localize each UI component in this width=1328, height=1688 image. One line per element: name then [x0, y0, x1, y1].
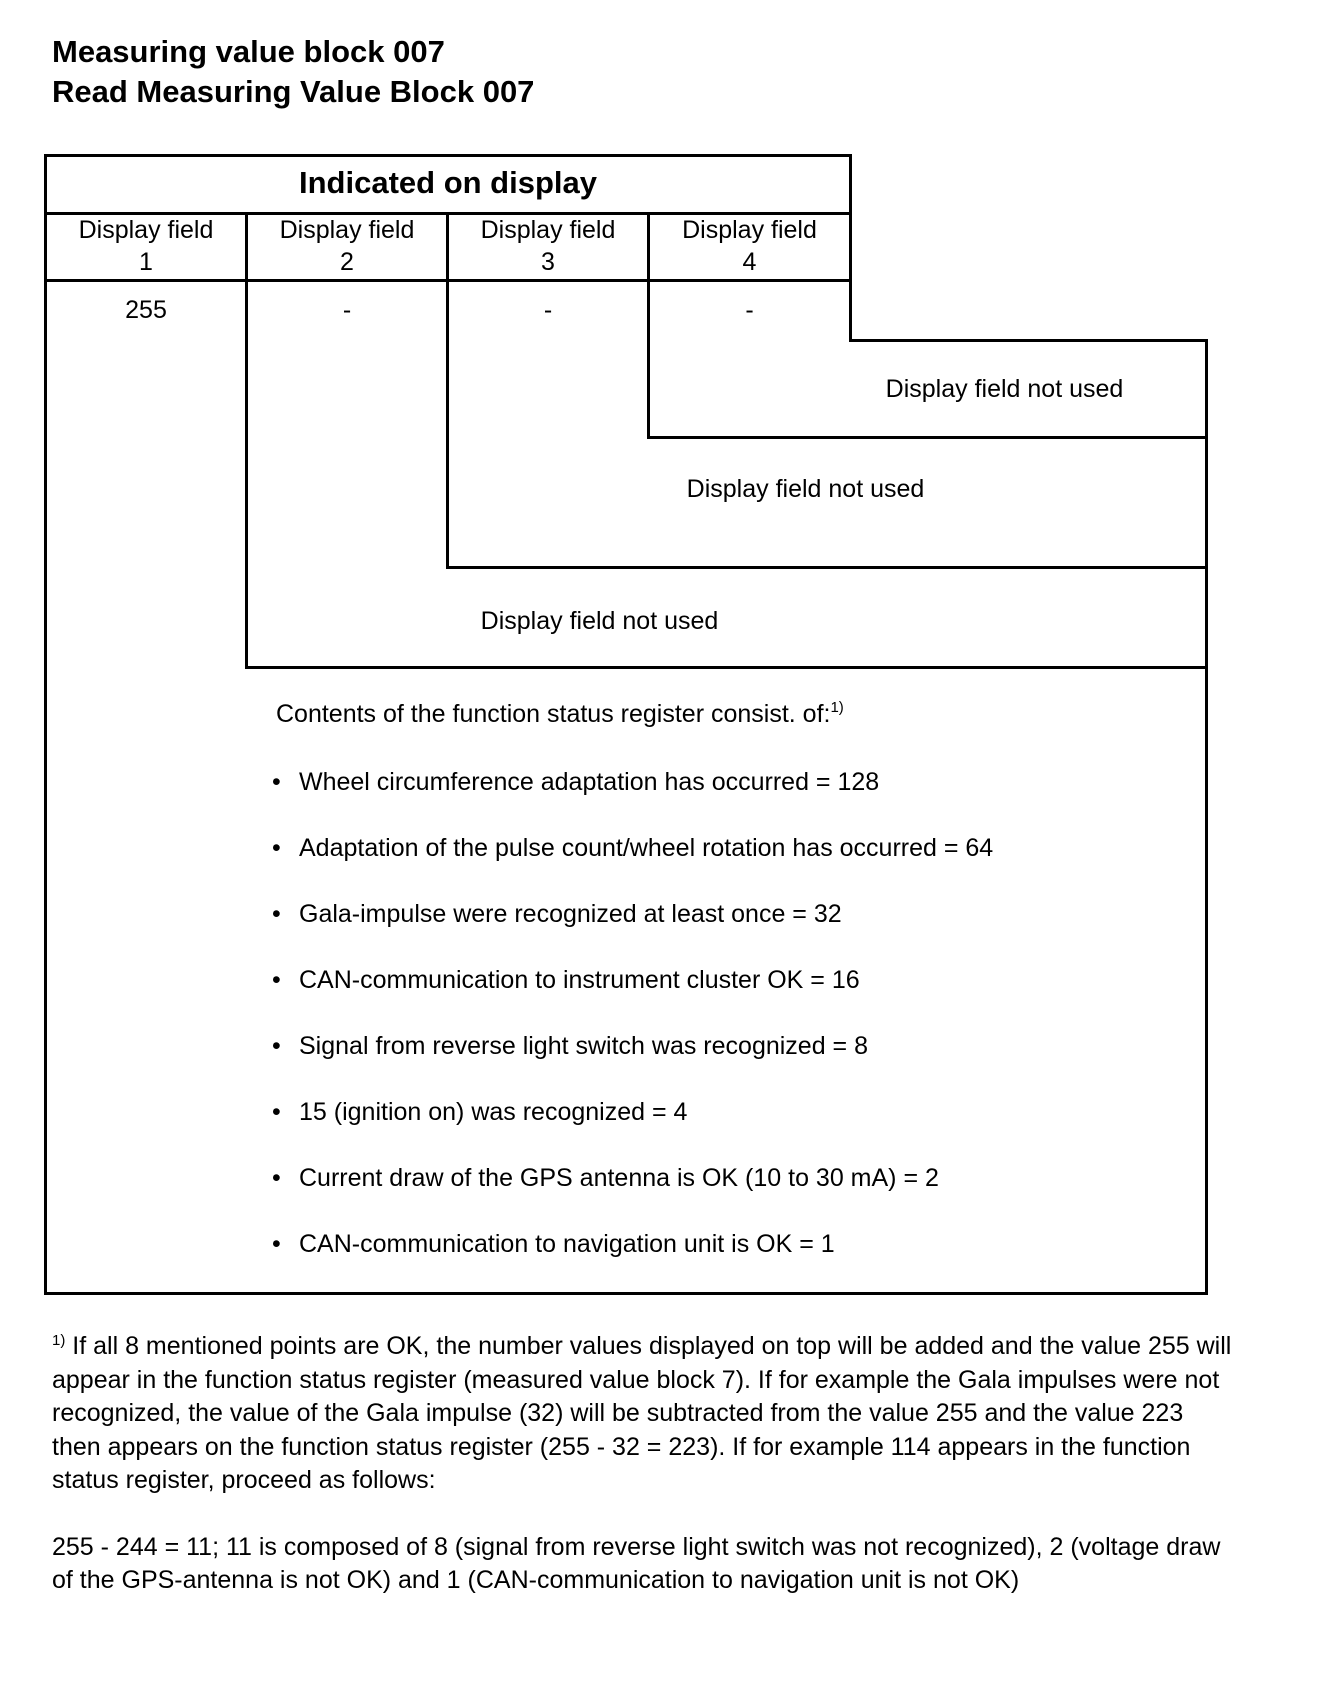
bullet-icon: •	[272, 768, 281, 796]
list-item: • Gala-impulse were recognized at least once = 32	[272, 900, 842, 928]
list-item: • CAN-communication to navigation unit is OK = 1	[272, 1230, 835, 1258]
list-item: • CAN-communication to instrument cluster OK = 16	[272, 966, 860, 994]
column-header-1: Display field 1	[78, 216, 214, 276]
column-header-4: Display field 4	[682, 216, 817, 276]
bullet-icon: •	[272, 1164, 281, 1192]
bullet-icon: •	[272, 1230, 281, 1258]
bullet-icon: •	[272, 1098, 281, 1126]
list-item: • Current draw of the GPS antenna is OK (10 to 30 mA) = 2	[272, 1164, 939, 1192]
column-header-2: Display field 2	[279, 216, 415, 276]
footnote-marker: 1)	[52, 1332, 66, 1349]
list-item: • Signal from reverse light switch was recognized = 8	[272, 1032, 869, 1060]
table-header: Indicated on display	[299, 165, 597, 200]
display-field-4-value: -	[745, 296, 754, 324]
bullet-icon: •	[272, 966, 281, 994]
footnote-paragraph-2: 255 - 244 = 11; 11 is composed of 8 (signal from reverse light switch was not recognized), 2 (voltage draw of the GPS-antenna is not OK) and 1 (CAN-communication to navigation unit is not OK)	[52, 1532, 1221, 1594]
bullet-icon: •	[272, 1032, 281, 1060]
field-3-not-used: Display field not used	[686, 475, 925, 503]
footnote-paragraph-1: $^{1)}$ If all 8 mentioned points are OK, the number values displayed on top will be added and the value 255 will appear in the function status register (measured value block 7). If for example the Gala impulses were not recognized, the value of the Gala impulse (32) will be subtracted from the value 255 and the value 223 then appears on the function status register (255 - 32 = 223). If for example 114 appears in the function status register, proceed as follows:	[52, 1332, 1232, 1494]
list-item: • Wheel circumference adaptation has occurred = 128	[272, 768, 880, 796]
column-header-3: Display field 3	[480, 216, 616, 276]
block-title: Measuring value block 007	[52, 34, 445, 69]
bullet-icon: •	[272, 834, 281, 862]
bullet-icon: •	[272, 900, 281, 928]
status-register-intro: Contents of the function status register consist. of:$^{1)}$	[276, 699, 844, 728]
display-field-2-value: -	[342, 296, 352, 324]
footnote	[52, 1330, 1232, 1598]
status-register-list	[272, 766, 993, 1294]
field-4-not-used: Display field not used	[885, 375, 1124, 403]
list-item: • Adaptation of the pulse count/wheel rotation has occurred = 64	[272, 834, 994, 862]
field-2-not-used: Display field not used	[480, 607, 719, 635]
display-field-3-value: -	[543, 296, 553, 324]
display-field-1-value: 255	[125, 296, 167, 324]
list-item: • 15 (ignition on) was recognized = 4	[272, 1098, 688, 1126]
block-subtitle: Read Measuring Value Block 007	[52, 74, 535, 109]
